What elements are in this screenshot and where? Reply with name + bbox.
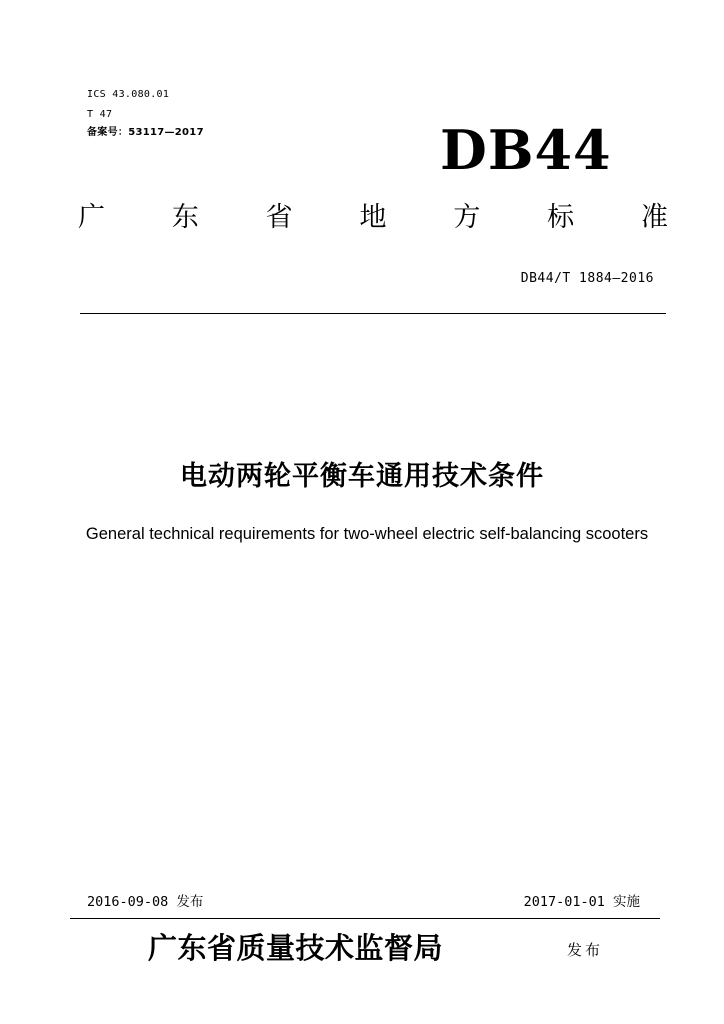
db-code: DB44	[440, 118, 612, 182]
document-title-en: General technical requirements for two-wheel electric self-balancing scooters	[85, 525, 649, 543]
standard-number: DB44/T 1884—2016	[520, 271, 654, 286]
standard-type-title	[78, 200, 668, 236]
standard-type-char: 地	[359, 202, 387, 233]
standard-type-char: 广	[78, 202, 105, 233]
standard-type-char: 东	[171, 202, 199, 233]
standard-type-char: 准	[640, 202, 668, 233]
record-number: 备案号：53117—2017	[87, 127, 204, 138]
implementation-date: 2017-01-01 实施	[523, 894, 640, 910]
publisher-action: 发布	[567, 941, 604, 959]
standard-type-char: 省	[265, 202, 293, 233]
top-divider	[80, 313, 666, 314]
standard-type-char: 标	[547, 202, 575, 233]
ics-code: ICS 43.080.01	[87, 89, 170, 100]
document-title-cn: 电动两轮平衡车通用技术条件	[180, 461, 544, 492]
classification-code: T 47	[87, 109, 113, 120]
issue-date: 2016-09-08 发布	[87, 894, 204, 910]
standard-type-char: 方	[453, 202, 481, 233]
publisher-name: 广东省质量技术监督局	[148, 931, 444, 965]
bottom-divider	[70, 918, 660, 919]
